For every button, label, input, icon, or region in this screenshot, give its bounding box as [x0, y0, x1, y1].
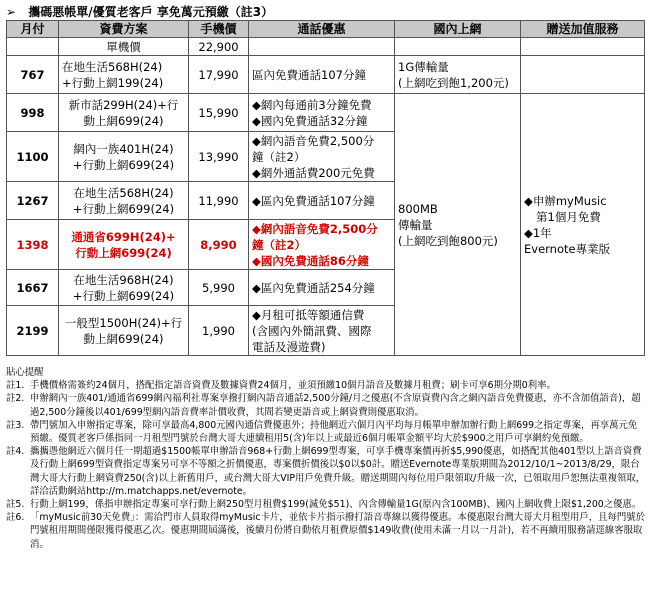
call-offer: ◆網內語音免費2,500分 鐘（註2） ◆國內免費通話86分鐘: [249, 220, 395, 270]
phone-price: 17,990: [189, 56, 249, 94]
plan-name: 在地生活568H(24) +行動上網699(24): [59, 182, 189, 220]
table-header-row: [7, 21, 645, 38]
monthly-fee: 1100: [7, 132, 59, 182]
plan-name: 一般型1500H(24)+行 動上網699(24): [59, 306, 189, 356]
plan-name: 在地生活968H(24) +行動上網699(24): [59, 270, 189, 306]
table-row: [7, 94, 645, 132]
net-offer: 1G傳輸量 (上網吃到飽1,200元): [395, 56, 521, 94]
section-title: [6, 3, 273, 20]
call-offer: ◆區內免費通話107分鐘: [249, 182, 395, 220]
note-item: 註3. 帶門號加入申辦指定專案，除可享最高4,800元國內通信費優惠外；持他網近六個月內平均每月帳單申辦加辦行動上網699之指定專案，再享萬元免預繳。優質老客戶係指同一月租型門號於台灣大哥大連續租用5(含)年以上或最近6個月帳單金額平均大於$900之用戶可享網約免預繳。: [6, 419, 638, 445]
bare-price: 22,900: [189, 38, 249, 56]
phone-price: 5,990: [189, 270, 249, 306]
call-offer: ◆網內語音免費2,500分 鐘（註2） ◆網外通話費200元免費: [249, 132, 395, 182]
header-call: 通話優惠: [249, 21, 395, 38]
plan-name: 網內一族401H(24) +行動上網699(24): [59, 132, 189, 182]
note-item: 註4. 攜攜憑他網近六個月任一期超過$1500帳單申辦語音968+行動上網699型專案，可享手機專案價再折$5,990優惠，如搭配其他401型以上語音資費及行動上網699型資費指定專案另可享不等額之折價優惠，專案價折價後以$0以$0計。贈送Evernote專業版期間為2012/10/1~2013/8/29，限台灣大哥大行動上網資費250(含)以上新舊用戶，或台灣大哥大VIP用戶免費升級。贈送期間內每位用戶限領取/升級一次，已領取用戶恕無法重複領取，詳洽活動網站http://m.matchapps.net/evernote。: [6, 446, 646, 497]
bare-price-label: 單機價: [59, 38, 189, 56]
phone-price: 1,990: [189, 306, 249, 356]
monthly-fee: 1267: [7, 182, 59, 220]
phone-price: 8,990: [189, 220, 249, 270]
call-offer: ◆月租可抵等額通信費 (含國內外簡訊費、國際 電話及漫遊費): [249, 306, 395, 356]
note-item: 註1. 手機價格需簽約24個月，搭配指定語音資費及數據資費24個月，並須預繳10個月語音及數據月租費；刷卡可享6期分期0利率。: [6, 380, 556, 392]
plan-name: 在地生活568H(24) +行動上網199(24): [59, 56, 189, 94]
table-row: [7, 38, 645, 56]
header-net: 國內上網: [395, 21, 521, 38]
header-monthly: 月付: [7, 21, 59, 38]
header-gift: 贈送加值服務: [521, 21, 645, 38]
table-row: [7, 56, 645, 94]
notes-heading: 貼心提醒: [6, 367, 44, 378]
note-item: 註5. 行動上網199，係指申辦指定專案可享行動上網250型月租費$199(減免$51)、內含傳輸量1G(原內含100MB)、國內上網收費上限$1,200之優惠。: [6, 499, 642, 511]
note-item: 註2. 申辦網內一族401/通通省699網內福利社專案享撥打網內語音通話2,500分鐘/月之優惠(不含原資費內含之網內語音免費優惠，亦不含加值語音)，超過2,500分鐘後以401/699型網內語音費率計價收費，其間若變更語音或上網資費則優惠取消。: [6, 393, 641, 418]
note-item: 註6. 「myMusic前30天免費」：需洽門市人員取得myMusic卡片，並依卡片指示撥打語音專線以獲得優惠。本優惠限台灣大哥大月租型用戶，且每門號於門號租用期間僅限獲得優惠乙次。優惠期間屆滿後，後續月份將自動依月租費原價$149收費(使用未滿一月以一月計)，若不再續用服務請逕線客服取消。: [6, 512, 645, 550]
call-offer: 區內免費通話107分鐘: [249, 56, 395, 94]
phone-price: 15,990: [189, 94, 249, 132]
monthly-fee: 767: [7, 56, 59, 94]
header-plan: 資費方案: [59, 21, 189, 38]
plan-name: 新市話299H(24)+行 動上網699(24): [59, 94, 189, 132]
phone-price: 11,990: [189, 182, 249, 220]
monthly-fee: 998: [7, 94, 59, 132]
section-title-text: 攜碼悪帳單/優質老客戶 享免萬元預繳（註3）: [28, 5, 274, 19]
monthly-fee: 2199: [7, 306, 59, 356]
notes-section: [6, 366, 646, 551]
net-offer-merged: 800MB 傳輸量 (上網吃到飽800元): [395, 94, 521, 356]
monthly-fee: 1398: [7, 220, 59, 270]
header-price: 手機價: [189, 21, 249, 38]
plan-name: 通通省699H(24)+ 行動上網699(24): [59, 220, 189, 270]
call-offer: ◆網內每通前3分鐘免費 ◆國內免費通話32分鐘: [249, 94, 395, 132]
monthly-fee: 1667: [7, 270, 59, 306]
plan-table: [6, 20, 645, 356]
phone-price: 13,990: [189, 132, 249, 182]
call-offer: ◆區內免費通話254分鐘: [249, 270, 395, 306]
arrow-bullet-icon: ➢: [6, 5, 17, 19]
gift-offer: ◆申辦myMusic 第1個月免費 ◆1年 Evernote專業版: [521, 94, 645, 356]
